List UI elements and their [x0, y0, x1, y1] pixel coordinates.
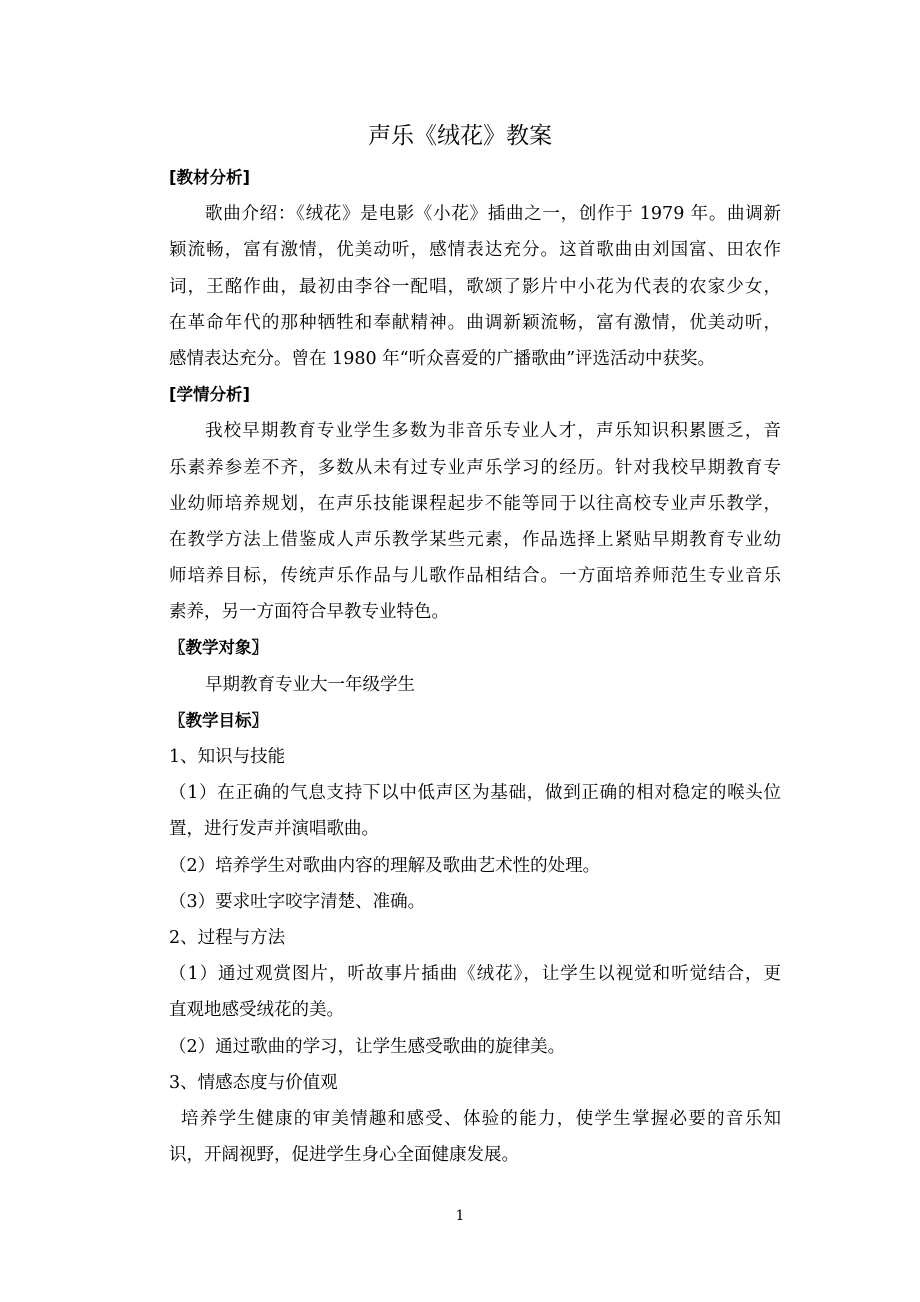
goal-item: （2）通过歌曲的学习，让学生感受歌曲的旋律美。	[169, 1036, 566, 1057]
document-title: 声乐《绒花》教案	[368, 123, 552, 149]
goal-heading-knowledge: 1、知识与技能	[169, 747, 286, 767]
students-paragraph-line: 在教学方法上借鉴成人声乐教学某些元素，作品选择上紧贴早期教育专业幼	[169, 529, 781, 550]
textbook-paragraph-line: 颖流畅，富有激情，优美动听，感情表达充分。这首歌曲由刘国富、田农作	[169, 240, 781, 261]
section-heading-goals: 〖教学目标〗	[169, 710, 268, 730]
students-paragraph-line: 乐素养参差不齐，多数从未有过专业声乐学习的经历。针对我校早期教育专	[169, 457, 781, 478]
students-paragraph-line: 素养，另一方面符合早教专业特色。	[169, 602, 449, 623]
goal-item: （3）要求吐字咬字清楚、准确。	[169, 891, 426, 912]
students-paragraph-line: 我校早期教育专业学生多数为非音乐专业人才，声乐知识积累匮乏，音	[205, 421, 781, 442]
textbook-paragraph-line: 在革命年代的那种牺牲和奉献精神。曲调新颖流畅，富有激情，优美动听，	[169, 312, 781, 333]
goal-heading-attitude: 3、情感态度与价值观	[169, 1072, 338, 1093]
textbook-paragraph-line: 感情表达充分。曾在 1980 年“听众喜爱的广播歌曲”评选活动中获奖。	[169, 348, 716, 369]
page-number: 1	[455, 1208, 465, 1224]
goal-paragraph-line: 识，开阔视野，促进学生身心全面健康发展。	[169, 1145, 519, 1166]
goal-heading-process: 2、过程与方法	[169, 927, 286, 948]
goal-item-line: 置，进行发声并演唱歌曲。	[169, 819, 379, 840]
students-paragraph-line: 业幼师培养规划，在声乐技能课程起步不能等同于以往高校专业声乐教学，	[169, 493, 781, 514]
target-text: 早期教育专业大一年级学生	[205, 674, 415, 695]
section-heading-students: [学情分析]	[169, 385, 251, 405]
section-heading-target: 〖教学对象〗	[169, 638, 268, 658]
document-body	[169, 160, 781, 1173]
goal-paragraph-line: 培养学生健康的审美情趣和感受、体验的能力，使学生掌握必要的音乐知	[181, 1108, 781, 1129]
students-paragraph-line: 师培养目标，传统声乐作品与儿歌作品相结合。一方面培养师范生专业音乐	[169, 566, 781, 587]
goal-item-line: 直观地感受绒花的美。	[169, 1000, 344, 1021]
goal-item-line: （1）在正确的气息支持下以中低声区为基础，做到正确的相对稳定的喉头位	[169, 783, 781, 804]
textbook-paragraph-line: 歌曲介绍：《绒花》是电影《小花》插曲之一，创作于 1979 年。曲调新	[205, 204, 781, 225]
goal-item-line: （1）通过观赏图片，听故事片插曲《绒花》，让学生以视觉和听觉结合，更	[169, 964, 781, 985]
textbook-paragraph-line: 词，王酩作曲，最初由李谷一配唱，歌颂了影片中小花为代表的农家少女，	[169, 276, 781, 297]
section-heading-textbook: [教材分析]	[169, 168, 251, 187]
goal-item: （2）培养学生对歌曲内容的理解及歌曲艺术性的处理。	[169, 855, 601, 876]
